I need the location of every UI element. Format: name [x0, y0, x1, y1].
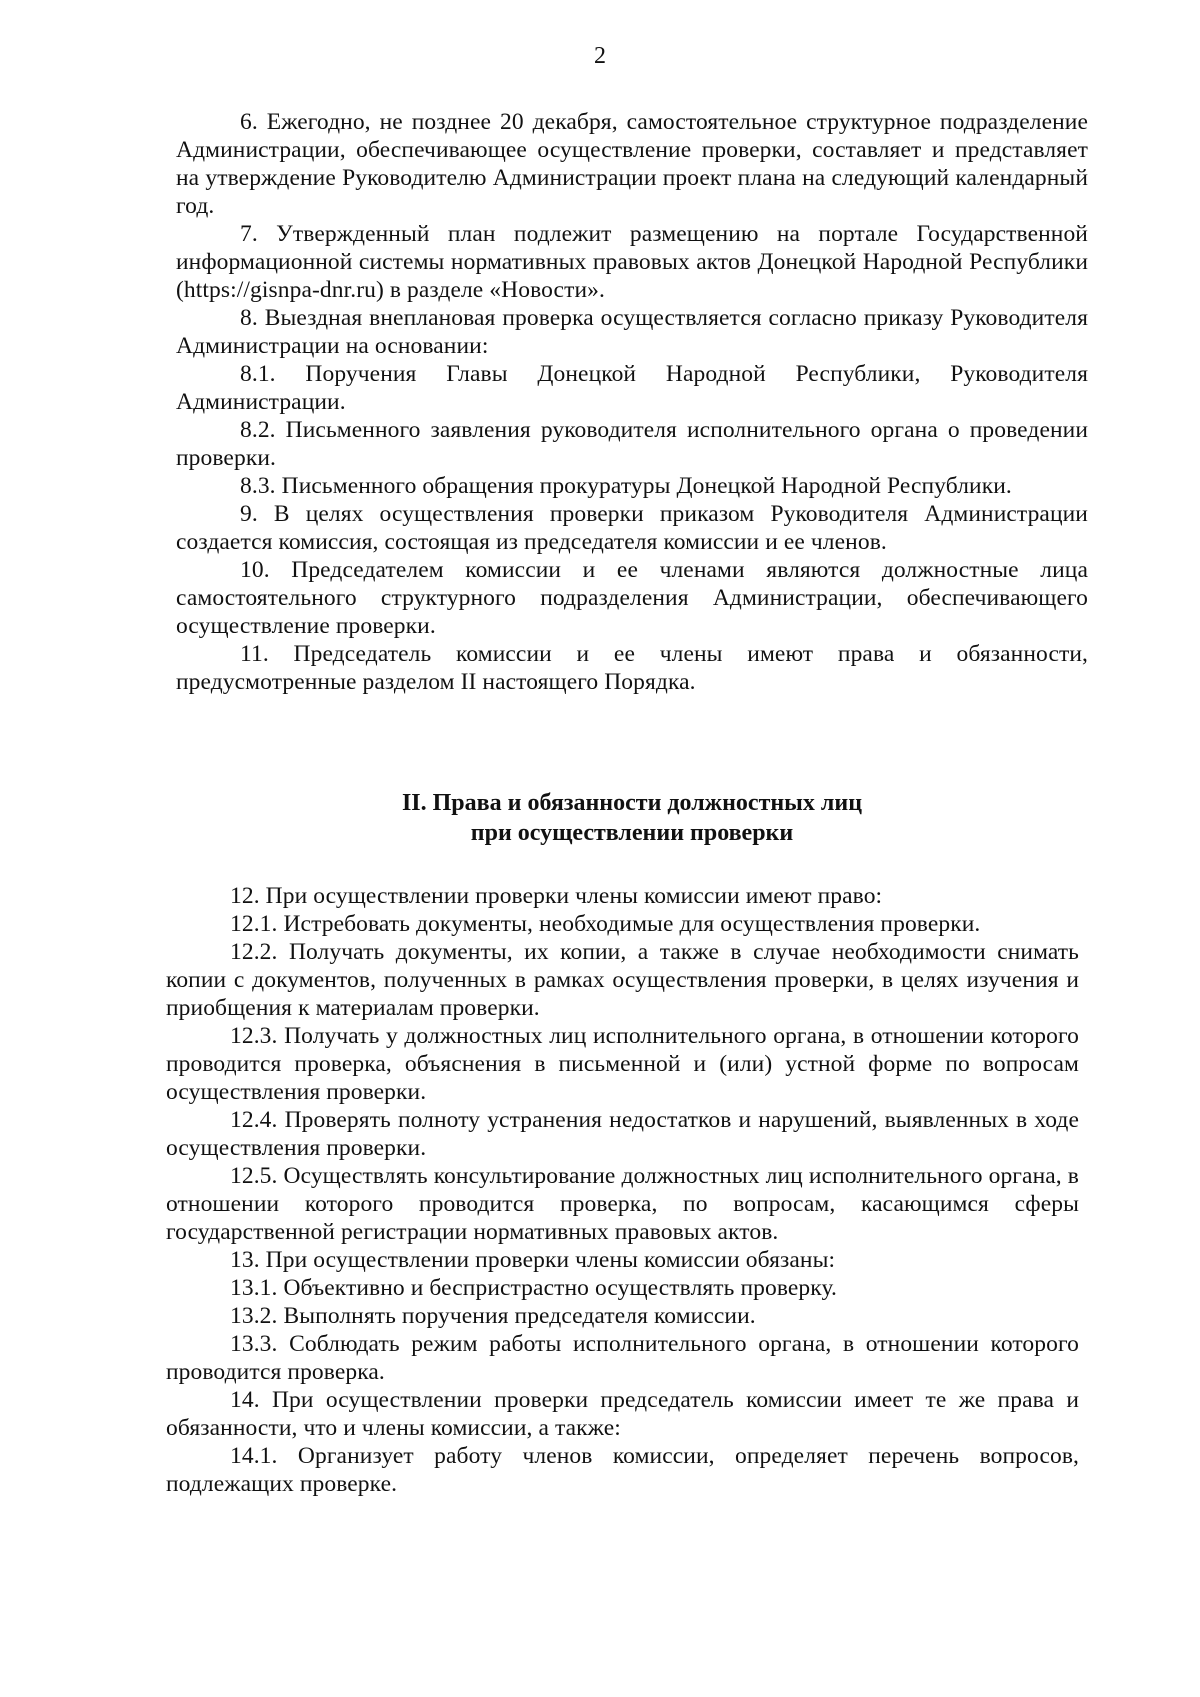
paragraph-10: 10. Председателем комиссии и ее членами являются должностные лица самостоятельного структурного подразделения Администрации, обеспечивающего осуществление проверки.	[176, 557, 1088, 639]
paragraph-12-2: 12.2. Получать документы, их копии, а также в случае необходимости снимать копии с документов, полученных в рамках осуществления проверки, в целях изучения и приобщения к материалам проверки.	[166, 939, 1079, 1021]
paragraph-7: 7. Утвержденный план подлежит размещению на портале Государственной информационной системы нормативных правовых актов Донецкой Народной Республики (https://gisnpa-dnr.ru) в разделе «Новости».	[176, 221, 1088, 303]
paragraph-8: 8. Выездная внеплановая проверка осуществляется согласно приказу Руководителя Администрации на основании:	[176, 305, 1088, 359]
page-number: 2	[594, 43, 606, 69]
paragraph-14: 14. При осуществлении проверки председатель комиссии имеет те же права и обязанности, что и члены комиссии, а также:	[166, 1387, 1079, 1441]
paragraph-12-1: 12.1. Истребовать документы, необходимые для осуществления проверки.	[230, 911, 981, 937]
paragraph-9: 9. В целях осуществления проверки приказом Руководителя Администрации создается комиссия, состоящая из председателя комиссии и ее членов.	[176, 501, 1088, 555]
paragraph-13-1: 13.1. Объективно и беспристрастно осуществлять проверку.	[230, 1275, 837, 1301]
paragraph-13-2: 13.2. Выполнять поручения председателя комиссии.	[230, 1303, 756, 1329]
paragraph-8-2: 8.2. Письменного заявления руководителя исполнительного органа о проведении проверки.	[176, 417, 1088, 471]
paragraph-12: 12. При осуществлении проверки члены комиссии имеют право:	[230, 883, 883, 909]
section-heading	[176, 788, 1088, 848]
paragraph-14-1: 14.1. Организует работу членов комиссии, определяет перечень вопросов, подлежащих проверке.	[166, 1443, 1079, 1497]
paragraph-11: 11. Председатель комиссии и ее члены имеют права и обязанности, предусмотренные разделом II настоящего Порядка.	[176, 641, 1088, 695]
paragraph-13-3: 13.3. Соблюдать режим работы исполнительного органа, в отношении которого проводится проверка.	[166, 1331, 1079, 1385]
paragraph-6: 6. Ежегодно, не позднее 20 декабря, самостоятельное структурное подразделение Администрации, обеспечивающее осуществление проверки, составляет и представляет на утверждение Руководителю Администрации проект плана на следующий календарный год.	[176, 109, 1088, 219]
paragraph-13: 13. При осуществлении проверки члены комиссии обязаны:	[230, 1247, 836, 1273]
paragraph-12-4: 12.4. Проверять полноту устранения недостатков и нарушений, выявленных в ходе осуществления проверки.	[166, 1107, 1079, 1161]
section-heading-line-1: II. Права и обязанности должностных лиц	[401, 790, 863, 816]
section-heading-line-2: при осуществлении проверки	[470, 820, 794, 846]
paragraph-8-1: 8.1. Поручения Главы Донецкой Народной Республики, Руководителя Администрации.	[176, 361, 1088, 415]
paragraph-12-5: 12.5. Осуществлять консультирование должностных лиц исполнительного органа, в отношении которого проводится проверка, по вопросам, касающимся сферы государственной регистрации нормативных правовых актов.	[166, 1163, 1079, 1245]
document-body-top	[176, 108, 1088, 696]
document-body-bottom	[166, 882, 1079, 1498]
paragraph-12-3: 12.3. Получать у должностных лиц исполнительного органа, в отношении которого проводится проверка, объяснения в письменной и (или) устной форме по вопросам осуществления проверки.	[166, 1023, 1079, 1105]
paragraph-8-3: 8.3. Письменного обращения прокуратуры Донецкой Народной Республики.	[240, 473, 1012, 499]
